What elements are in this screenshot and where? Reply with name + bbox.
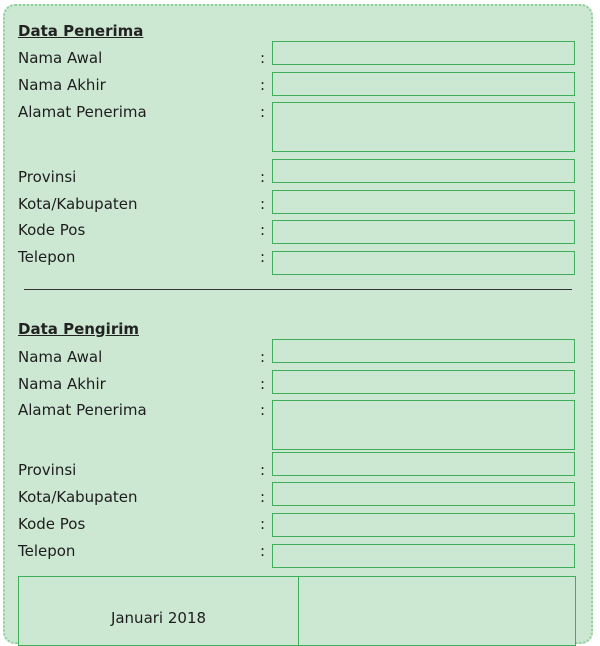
colon: : bbox=[260, 375, 266, 393]
colon: : bbox=[260, 542, 266, 560]
field-label: Telepon bbox=[18, 542, 76, 560]
pengirim-telepon-input[interactable] bbox=[272, 544, 575, 568]
colon: : bbox=[260, 515, 266, 533]
pengirim-kota-input[interactable] bbox=[272, 482, 575, 506]
colon: : bbox=[260, 461, 266, 479]
section-title-pengirim: Data Pengirim bbox=[18, 320, 139, 338]
colon: : bbox=[260, 401, 266, 419]
pengirim-nama-akhir-input[interactable] bbox=[272, 370, 575, 394]
colon: : bbox=[260, 348, 266, 366]
field-label: Provinsi bbox=[18, 461, 77, 479]
footer-date-cell bbox=[19, 577, 299, 645]
pengirim-nama-awal-input[interactable] bbox=[272, 339, 575, 363]
pengirim-kode-pos-input[interactable] bbox=[272, 513, 575, 537]
field-label: Nama Awal bbox=[18, 49, 103, 67]
section-divider bbox=[24, 289, 572, 290]
field-label: Alamat Penerima bbox=[18, 401, 147, 419]
footer-date: Januari 2018 bbox=[110, 609, 207, 627]
penerima-telepon-input[interactable] bbox=[272, 251, 575, 275]
field-label: Provinsi bbox=[18, 168, 77, 186]
field-label: Telepon bbox=[18, 248, 76, 266]
field-label: Nama Awal bbox=[18, 348, 103, 366]
field-label: Kode Pos bbox=[18, 221, 86, 239]
colon: : bbox=[260, 248, 266, 266]
colon: : bbox=[260, 195, 266, 213]
pengirim-alamat-input[interactable] bbox=[272, 400, 575, 450]
footer-box bbox=[18, 576, 576, 646]
section-title-penerima: Data Penerima bbox=[18, 22, 144, 40]
colon: : bbox=[260, 49, 266, 67]
field-label: Kota/Kabupaten bbox=[18, 195, 138, 213]
penerima-nama-akhir-input[interactable] bbox=[272, 72, 575, 96]
penerima-nama-awal-input[interactable] bbox=[272, 41, 575, 65]
colon: : bbox=[260, 168, 266, 186]
field-label: Nama Akhir bbox=[18, 76, 106, 94]
field-label: Nama Akhir bbox=[18, 375, 106, 393]
colon: : bbox=[260, 488, 266, 506]
colon: : bbox=[260, 76, 266, 94]
colon: : bbox=[260, 103, 266, 121]
field-label: Kode Pos bbox=[18, 515, 86, 533]
penerima-alamat-input[interactable] bbox=[272, 102, 575, 152]
colon: : bbox=[260, 221, 266, 239]
penerima-provinsi-input[interactable] bbox=[272, 159, 575, 183]
field-label: Kota/Kabupaten bbox=[18, 488, 138, 506]
pengirim-provinsi-input[interactable] bbox=[272, 452, 575, 476]
penerima-kode-pos-input[interactable] bbox=[272, 220, 575, 244]
penerima-kota-input[interactable] bbox=[272, 190, 575, 214]
field-label: Alamat Penerima bbox=[18, 103, 147, 121]
